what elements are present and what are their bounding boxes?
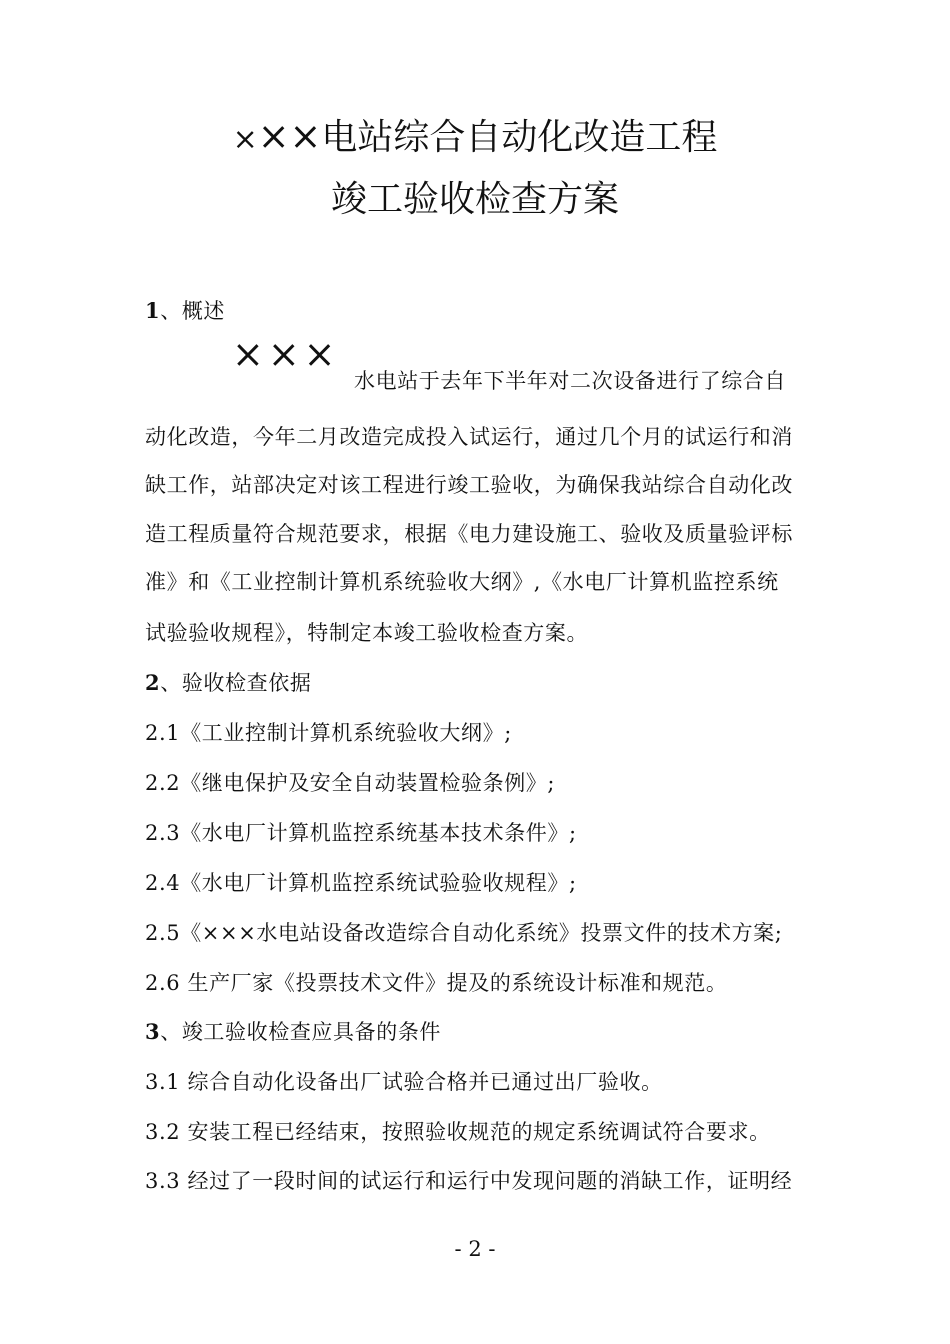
section-2-number: 2 [145, 670, 161, 695]
section-3-item: 3.2 安装工程已经结束，按照验收规范的规定系统调试符合要求。 [145, 1120, 771, 1144]
document-title-line-1 [0, 116, 950, 160]
section-1-line: 水电站于去年下半年对二次设备进行了综合自 [354, 369, 786, 393]
section-1-title: 、概述 [160, 299, 226, 323]
title-text: 电站综合自动化改造工程 [321, 117, 718, 158]
section-1-line: 缺工作，站部决定对该工程进行竣工验收，为确保我站综合自动化改 [145, 473, 793, 497]
section-2-item: 2.4《水电厂计算机监控系统试验验收规程》; [145, 871, 577, 895]
section-2-item: 2.6 生产厂家《投票技术文件》提及的系统设计标准和规范。 [145, 971, 728, 995]
section-1-placeholder-mark: ××× [232, 332, 340, 376]
section-2-item: 2.1《工业控制计算机系统验收大纲》; [145, 721, 512, 745]
title-placeholder-small: × [232, 122, 258, 157]
page-number: - 2 - [454, 1237, 496, 1261]
section-3-item: 3.1 综合自动化设备出厂试验合格并已通过出厂验收。 [145, 1070, 663, 1094]
section-3-item: 3.3 经过了一段时间的试运行和运行中发现问题的消缺工作，证明经 [145, 1169, 793, 1193]
section-3-heading [145, 1019, 441, 1045]
section-1-line: 动化改造，今年二月改造完成投入试运行，通过几个月的试运行和消 [145, 425, 793, 449]
section-1-line: 准》和《工业控制计算机系统验收大纲》,《水电厂计算机监控系统 [145, 570, 779, 594]
document-title-line-2: 竣工验收检查方案 [330, 179, 619, 220]
section-1-heading [145, 298, 225, 324]
section-3-title: 、竣工验收检查应具备的条件 [160, 1020, 442, 1044]
section-2-heading [145, 670, 311, 696]
title-placeholder-big: ×× [257, 114, 322, 158]
section-1-line: 试验验收规程》，特制定本竣工验收检查方案。 [145, 621, 589, 645]
section-1-number: 1 [145, 298, 161, 323]
section-1-line: 造工程质量符合规范要求，根据《电力建设施工、验收及质量验评标 [145, 522, 793, 546]
section-3-number: 3 [145, 1019, 161, 1044]
section-2-item: 2.2《继电保护及安全自动装置检验条例》; [145, 771, 556, 795]
section-2-title: 、验收检查依据 [160, 671, 312, 695]
section-2-item: 2.5《×××水电站设备改造综合自动化系统》投票文件的技术方案; [145, 921, 783, 945]
section-2-item: 2.3《水电厂计算机监控系统基本技术条件》; [145, 821, 577, 845]
